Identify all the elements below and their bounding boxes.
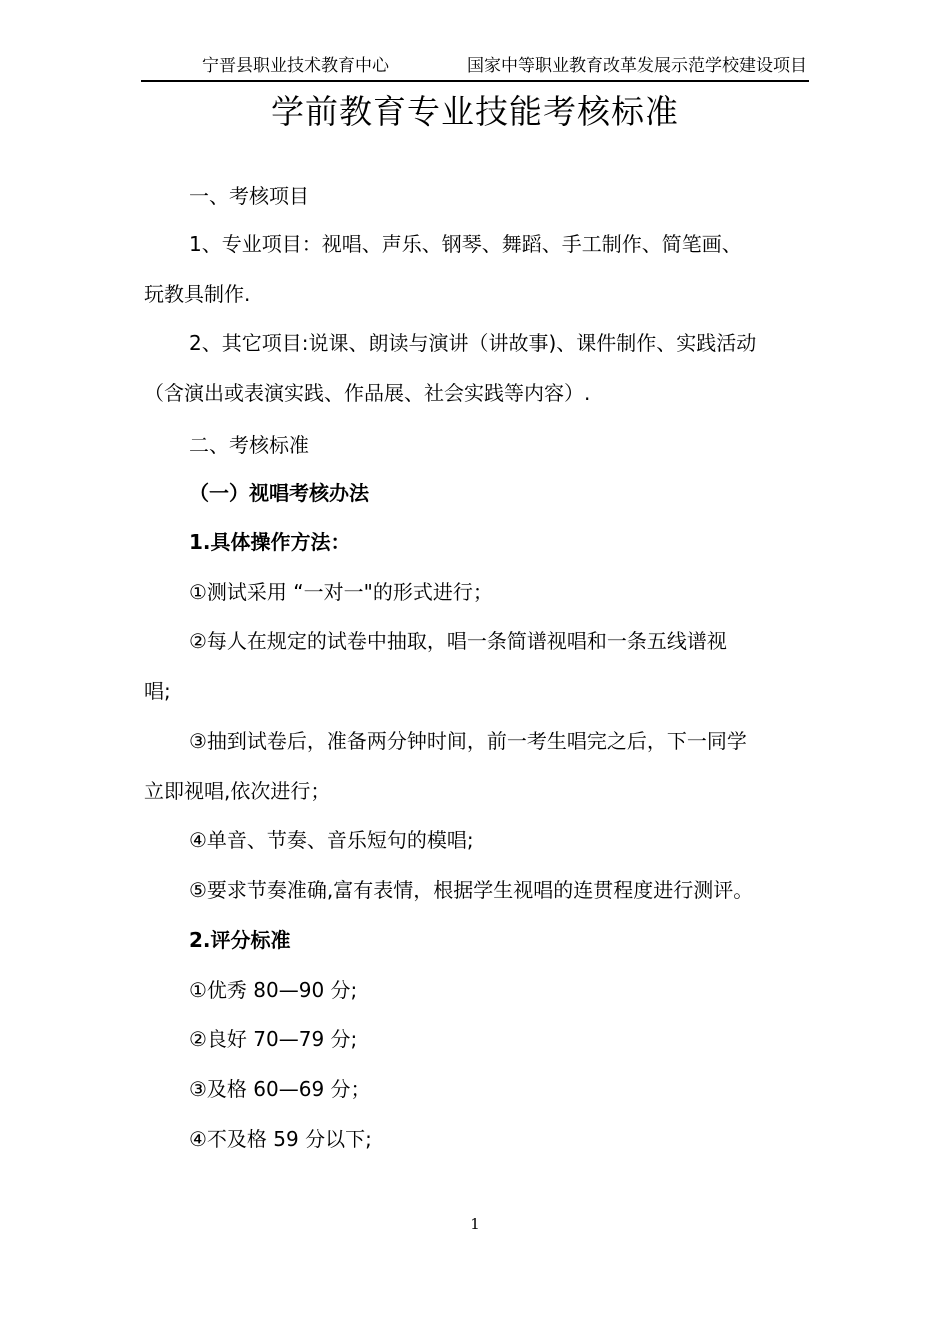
- list-item-method-3: ③抽到试卷后，准备两分钟时间，前一考生唱完之后，下一同学: [189, 729, 747, 753]
- list-item-method-4: ④单音、节奏、音乐短句的模唱;: [189, 828, 474, 852]
- subheading-scoring-standard: 2.评分标准: [189, 928, 291, 952]
- section-heading-exam-items: 一、考核项目: [189, 184, 309, 208]
- page-number: 1: [470, 1215, 480, 1233]
- list-item-score-good: ②良好 70—79 分;: [189, 1027, 358, 1051]
- list-item-score-excellent: ①优秀 80—90 分;: [189, 978, 358, 1002]
- document-title: 学前教育专业技能考核标准: [271, 92, 679, 131]
- paragraph-professional-items: 1、专业项目：视唱、声乐、钢琴、舞蹈、手工制作、简笔画、: [189, 232, 742, 256]
- list-item-method-2-cont: 唱;: [144, 679, 171, 703]
- header-project-name: 国家中等职业教育改革发展示范学校建设项目: [467, 56, 807, 76]
- subsection-heading-sight-singing: （一）视唱考核办法: [189, 481, 369, 505]
- list-item-method-1: ①测试采用 “一对一"的形式进行；: [189, 580, 493, 604]
- list-item-method-2: ②每人在规定的试卷中抽取，唱一条简谱视唱和一条五线谱视: [189, 629, 727, 653]
- list-item-method-5: ⑤要求节奏准确,富有表情，根据学生视唱的连贯程度进行测评。: [189, 878, 754, 902]
- list-item-score-pass: ③及格 60—69 分；: [189, 1077, 371, 1101]
- page-header: [141, 52, 809, 82]
- paragraph-professional-items-cont: 玩教具制作.: [144, 282, 251, 306]
- list-item-method-3-cont: 立即视唱,依次进行；: [144, 779, 331, 803]
- paragraph-other-items: 2、其它项目:说课、朗读与演讲（讲故事)、课件制作、实践活动: [189, 331, 757, 355]
- subheading-operation-method: 1.具体操作方法：: [189, 530, 351, 554]
- paragraph-other-items-cont: （含演出或表演实践、作品展、社会实践等内容）.: [144, 381, 591, 405]
- header-school-name: 宁晋县职业技术教育中心: [202, 56, 389, 76]
- list-item-score-fail: ④不及格 59 分以下;: [189, 1127, 372, 1151]
- section-heading-exam-standards: 二、考核标准: [189, 433, 309, 457]
